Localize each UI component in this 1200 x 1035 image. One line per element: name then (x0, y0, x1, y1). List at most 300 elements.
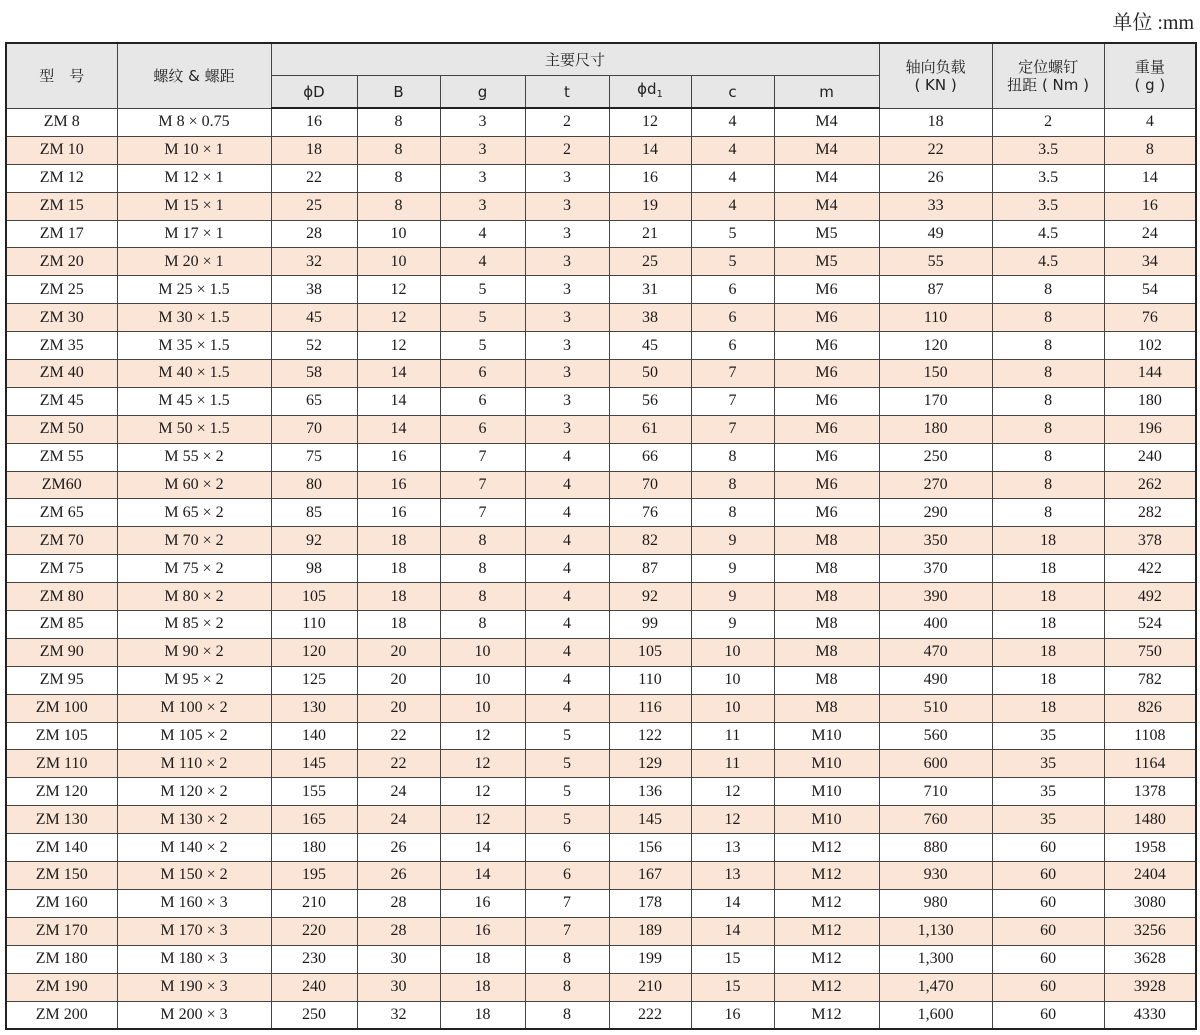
cell-weight: 422 (1104, 555, 1196, 583)
cell-g: 3 (440, 108, 525, 136)
cell-g: 6 (440, 387, 525, 415)
table-row (6, 722, 1196, 750)
cell-axial-load: 400 (879, 611, 992, 639)
cell-model: ZM 120 (6, 778, 117, 806)
cell-thread: M 10 × 1 (117, 136, 271, 164)
cell-B: 24 (357, 778, 440, 806)
cell-phid1: 82 (609, 527, 691, 555)
cell-m: M4 (774, 192, 879, 220)
cell-phid1: 16 (609, 164, 691, 192)
cell-model: ZM 170 (6, 917, 117, 945)
cell-model: ZM 75 (6, 555, 117, 583)
table-row (6, 750, 1196, 778)
cell-weight: 378 (1104, 527, 1196, 555)
cell-phiD: 230 (271, 945, 357, 973)
cell-phid1: 210 (609, 973, 691, 1001)
cell-g: 12 (440, 722, 525, 750)
cell-axial-load: 490 (879, 666, 992, 694)
cell-weight: 3628 (1104, 945, 1196, 973)
table-row (6, 555, 1196, 583)
cell-thread: M 60 × 2 (117, 471, 271, 499)
cell-thread: M 140 × 2 (117, 834, 271, 862)
header-model: 型 号 (6, 43, 117, 108)
cell-phid1: 14 (609, 136, 691, 164)
cell-thread: M 110 × 2 (117, 750, 271, 778)
cell-axial-load: 370 (879, 555, 992, 583)
cell-axial-load: 470 (879, 638, 992, 666)
cell-set-screw-torque: 60 (992, 834, 1104, 862)
cell-c: 4 (691, 164, 774, 192)
cell-B: 20 (357, 666, 440, 694)
cell-phiD: 98 (271, 555, 357, 583)
cell-t: 4 (525, 527, 609, 555)
cell-axial-load: 760 (879, 806, 992, 834)
cell-axial-load: 150 (879, 360, 992, 388)
cell-model: ZM 70 (6, 527, 117, 555)
cell-axial-load: 880 (879, 834, 992, 862)
cell-c: 14 (691, 889, 774, 917)
cell-set-screw-torque: 60 (992, 973, 1104, 1001)
table-body (6, 108, 1196, 1029)
cell-set-screw-torque: 18 (992, 611, 1104, 639)
cell-axial-load: 270 (879, 471, 992, 499)
cell-phiD: 65 (271, 387, 357, 415)
cell-set-screw-torque: 8 (992, 415, 1104, 443)
cell-m: M6 (774, 276, 879, 304)
header-B: B (357, 76, 440, 109)
cell-phiD: 155 (271, 778, 357, 806)
cell-g: 18 (440, 1001, 525, 1029)
cell-set-screw-torque: 60 (992, 1001, 1104, 1029)
table-row (6, 499, 1196, 527)
cell-phid1: 56 (609, 387, 691, 415)
cell-model: ZM 55 (6, 443, 117, 471)
header-phid1-main: ϕd (637, 79, 657, 98)
cell-m: M8 (774, 694, 879, 722)
cell-axial-load: 390 (879, 583, 992, 611)
cell-t: 7 (525, 917, 609, 945)
cell-weight: 102 (1104, 332, 1196, 360)
cell-weight: 1480 (1104, 806, 1196, 834)
cell-B: 16 (357, 499, 440, 527)
cell-phid1: 167 (609, 862, 691, 890)
table-row (6, 611, 1196, 639)
cell-g: 12 (440, 778, 525, 806)
cell-thread: M 65 × 2 (117, 499, 271, 527)
header-c: c (691, 76, 774, 109)
cell-phiD: 32 (271, 248, 357, 276)
cell-phiD: 125 (271, 666, 357, 694)
cell-g: 5 (440, 276, 525, 304)
cell-t: 5 (525, 806, 609, 834)
table-row (6, 694, 1196, 722)
table-row (6, 889, 1196, 917)
cell-t: 3 (525, 387, 609, 415)
cell-weight: 826 (1104, 694, 1196, 722)
cell-m: M8 (774, 527, 879, 555)
cell-t: 4 (525, 555, 609, 583)
cell-B: 26 (357, 862, 440, 890)
cell-g: 8 (440, 527, 525, 555)
cell-g: 7 (440, 443, 525, 471)
cell-m: M6 (774, 471, 879, 499)
cell-t: 8 (525, 945, 609, 973)
cell-phid1: 189 (609, 917, 691, 945)
cell-c: 5 (691, 248, 774, 276)
cell-model: ZM 90 (6, 638, 117, 666)
table-row (6, 248, 1196, 276)
cell-m: M8 (774, 555, 879, 583)
cell-phiD: 52 (271, 332, 357, 360)
cell-t: 3 (525, 304, 609, 332)
cell-g: 16 (440, 917, 525, 945)
cell-phiD: 25 (271, 192, 357, 220)
cell-c: 9 (691, 583, 774, 611)
header-axial-load-line1: 轴向负载 (905, 57, 966, 76)
cell-axial-load: 26 (879, 164, 992, 192)
header-weight-line1: 重量 (1134, 57, 1165, 76)
cell-phiD: 85 (271, 499, 357, 527)
cell-phid1: 99 (609, 611, 691, 639)
cell-phid1: 31 (609, 276, 691, 304)
cell-B: 22 (357, 750, 440, 778)
cell-m: M6 (774, 387, 879, 415)
cell-t: 4 (525, 638, 609, 666)
table-row (6, 583, 1196, 611)
cell-thread: M 170 × 3 (117, 917, 271, 945)
cell-m: M6 (774, 499, 879, 527)
header-phiD: ϕD (271, 76, 357, 109)
cell-m: M6 (774, 443, 879, 471)
cell-model: ZM 110 (6, 750, 117, 778)
header-thread: 螺纹 & 螺距 (117, 43, 271, 108)
cell-m: M6 (774, 332, 879, 360)
cell-weight: 16 (1104, 192, 1196, 220)
cell-m: M12 (774, 1001, 879, 1029)
cell-set-screw-torque: 4.5 (992, 248, 1104, 276)
cell-phiD: 38 (271, 276, 357, 304)
cell-model: ZM 30 (6, 304, 117, 332)
cell-c: 12 (691, 806, 774, 834)
header-g: g (440, 76, 525, 109)
cell-B: 26 (357, 834, 440, 862)
cell-axial-load: 22 (879, 136, 992, 164)
cell-phid1: 45 (609, 332, 691, 360)
cell-c: 9 (691, 527, 774, 555)
cell-weight: 196 (1104, 415, 1196, 443)
cell-phiD: 180 (271, 834, 357, 862)
cell-weight: 3256 (1104, 917, 1196, 945)
cell-m: M12 (774, 834, 879, 862)
cell-thread: M 40 × 1.5 (117, 360, 271, 388)
cell-t: 3 (525, 360, 609, 388)
cell-t: 4 (525, 443, 609, 471)
cell-c: 7 (691, 415, 774, 443)
cell-model: ZM 40 (6, 360, 117, 388)
cell-model: ZM 105 (6, 722, 117, 750)
cell-phid1: 92 (609, 583, 691, 611)
cell-m: M10 (774, 722, 879, 750)
cell-thread: M 25 × 1.5 (117, 276, 271, 304)
cell-phid1: 136 (609, 778, 691, 806)
cell-set-screw-torque: 60 (992, 945, 1104, 973)
table-row (6, 220, 1196, 248)
cell-B: 16 (357, 471, 440, 499)
cell-thread: M 120 × 2 (117, 778, 271, 806)
cell-set-screw-torque: 8 (992, 471, 1104, 499)
cell-set-screw-torque: 8 (992, 360, 1104, 388)
cell-m: M10 (774, 750, 879, 778)
cell-weight: 240 (1104, 443, 1196, 471)
cell-c: 13 (691, 862, 774, 890)
cell-g: 12 (440, 750, 525, 778)
cell-thread: M 100 × 2 (117, 694, 271, 722)
cell-m: M4 (774, 108, 879, 136)
table-header (6, 43, 1196, 108)
cell-phiD: 210 (271, 889, 357, 917)
cell-thread: M 15 × 1 (117, 192, 271, 220)
header-axial-load (879, 43, 992, 108)
header-t: t (525, 76, 609, 109)
cell-thread: M 55 × 2 (117, 443, 271, 471)
cell-axial-load: 49 (879, 220, 992, 248)
cell-phid1: 129 (609, 750, 691, 778)
cell-c: 13 (691, 834, 774, 862)
cell-B: 20 (357, 638, 440, 666)
table-row (6, 638, 1196, 666)
cell-t: 6 (525, 862, 609, 890)
cell-c: 9 (691, 611, 774, 639)
cell-phid1: 110 (609, 666, 691, 694)
cell-g: 12 (440, 806, 525, 834)
cell-weight: 2404 (1104, 862, 1196, 890)
cell-model: ZM 180 (6, 945, 117, 973)
cell-axial-load: 18 (879, 108, 992, 136)
cell-c: 14 (691, 917, 774, 945)
cell-c: 10 (691, 638, 774, 666)
cell-B: 30 (357, 973, 440, 1001)
cell-phid1: 122 (609, 722, 691, 750)
cell-model: ZM 25 (6, 276, 117, 304)
cell-t: 3 (525, 220, 609, 248)
cell-B: 8 (357, 164, 440, 192)
cell-c: 5 (691, 220, 774, 248)
table-row (6, 415, 1196, 443)
table-row (6, 862, 1196, 890)
cell-g: 10 (440, 694, 525, 722)
cell-thread: M 12 × 1 (117, 164, 271, 192)
cell-c: 15 (691, 945, 774, 973)
cell-g: 3 (440, 192, 525, 220)
cell-g: 18 (440, 945, 525, 973)
cell-model: ZM 20 (6, 248, 117, 276)
cell-weight: 34 (1104, 248, 1196, 276)
cell-phid1: 38 (609, 304, 691, 332)
cell-phid1: 61 (609, 415, 691, 443)
cell-B: 16 (357, 443, 440, 471)
cell-t: 4 (525, 694, 609, 722)
cell-phid1: 178 (609, 889, 691, 917)
header-axial-load-line2: ( KN ) (914, 75, 957, 94)
cell-g: 3 (440, 164, 525, 192)
spec-table (5, 42, 1197, 1030)
cell-t: 4 (525, 583, 609, 611)
cell-phiD: 70 (271, 415, 357, 443)
cell-m: M10 (774, 778, 879, 806)
cell-thread: M 45 × 1.5 (117, 387, 271, 415)
cell-set-screw-torque: 35 (992, 750, 1104, 778)
cell-model: ZM 140 (6, 834, 117, 862)
cell-phiD: 45 (271, 304, 357, 332)
cell-weight: 1958 (1104, 834, 1196, 862)
cell-axial-load: 350 (879, 527, 992, 555)
cell-weight: 1108 (1104, 722, 1196, 750)
cell-c: 6 (691, 304, 774, 332)
cell-c: 7 (691, 387, 774, 415)
cell-m: M12 (774, 917, 879, 945)
header-phid1-subscript: 1 (656, 88, 663, 100)
cell-model: ZM 150 (6, 862, 117, 890)
cell-thread: M 95 × 2 (117, 666, 271, 694)
cell-weight: 3928 (1104, 973, 1196, 1001)
cell-t: 4 (525, 499, 609, 527)
cell-axial-load: 250 (879, 443, 992, 471)
cell-set-screw-torque: 8 (992, 387, 1104, 415)
cell-t: 5 (525, 750, 609, 778)
cell-axial-load: 600 (879, 750, 992, 778)
cell-c: 12 (691, 778, 774, 806)
table-row (6, 778, 1196, 806)
cell-thread: M 105 × 2 (117, 722, 271, 750)
cell-thread: M 8 × 0.75 (117, 108, 271, 136)
cell-B: 10 (357, 248, 440, 276)
cell-phiD: 22 (271, 164, 357, 192)
cell-phid1: 116 (609, 694, 691, 722)
cell-model: ZM 8 (6, 108, 117, 136)
cell-model: ZM 200 (6, 1001, 117, 1029)
cell-g: 10 (440, 666, 525, 694)
cell-c: 10 (691, 694, 774, 722)
cell-B: 28 (357, 889, 440, 917)
cell-t: 2 (525, 136, 609, 164)
cell-axial-load: 980 (879, 889, 992, 917)
cell-phid1: 21 (609, 220, 691, 248)
cell-model: ZM 160 (6, 889, 117, 917)
cell-B: 18 (357, 555, 440, 583)
cell-g: 14 (440, 834, 525, 862)
cell-weight: 1164 (1104, 750, 1196, 778)
cell-m: M8 (774, 638, 879, 666)
cell-m: M8 (774, 611, 879, 639)
cell-axial-load: 87 (879, 276, 992, 304)
cell-weight: 282 (1104, 499, 1196, 527)
cell-B: 12 (357, 332, 440, 360)
cell-set-screw-torque: 18 (992, 583, 1104, 611)
cell-model: ZM 95 (6, 666, 117, 694)
cell-c: 4 (691, 136, 774, 164)
cell-phiD: 92 (271, 527, 357, 555)
cell-B: 18 (357, 611, 440, 639)
cell-model: ZM 35 (6, 332, 117, 360)
cell-phiD: 75 (271, 443, 357, 471)
cell-t: 4 (525, 611, 609, 639)
cell-thread: M 30 × 1.5 (117, 304, 271, 332)
cell-model: ZM 10 (6, 136, 117, 164)
cell-thread: M 85 × 2 (117, 611, 271, 639)
cell-axial-load: 560 (879, 722, 992, 750)
cell-B: 8 (357, 192, 440, 220)
cell-g: 8 (440, 611, 525, 639)
cell-set-screw-torque: 3.5 (992, 164, 1104, 192)
cell-weight: 262 (1104, 471, 1196, 499)
cell-t: 8 (525, 1001, 609, 1029)
cell-phiD: 58 (271, 360, 357, 388)
cell-g: 7 (440, 499, 525, 527)
cell-t: 7 (525, 889, 609, 917)
cell-weight: 8 (1104, 136, 1196, 164)
cell-g: 5 (440, 304, 525, 332)
cell-c: 9 (691, 555, 774, 583)
cell-m: M4 (774, 136, 879, 164)
cell-g: 8 (440, 555, 525, 583)
cell-set-screw-torque: 18 (992, 638, 1104, 666)
cell-axial-load: 930 (879, 862, 992, 890)
cell-axial-load: 290 (879, 499, 992, 527)
cell-c: 8 (691, 443, 774, 471)
cell-B: 12 (357, 304, 440, 332)
header-phid1 (609, 76, 691, 109)
cell-set-screw-torque: 8 (992, 304, 1104, 332)
cell-t: 2 (525, 108, 609, 136)
cell-m: M12 (774, 889, 879, 917)
cell-m: M12 (774, 973, 879, 1001)
cell-weight: 76 (1104, 304, 1196, 332)
table-row (6, 387, 1196, 415)
cell-thread: M 20 × 1 (117, 248, 271, 276)
cell-B: 12 (357, 276, 440, 304)
cell-c: 8 (691, 499, 774, 527)
table-row (6, 332, 1196, 360)
cell-phid1: 199 (609, 945, 691, 973)
cell-c: 11 (691, 750, 774, 778)
cell-m: M5 (774, 248, 879, 276)
cell-thread: M 160 × 3 (117, 889, 271, 917)
cell-thread: M 90 × 2 (117, 638, 271, 666)
table-row (6, 304, 1196, 332)
cell-weight: 54 (1104, 276, 1196, 304)
table-row (6, 1001, 1196, 1029)
cell-weight: 24 (1104, 220, 1196, 248)
cell-g: 3 (440, 136, 525, 164)
table-row (6, 945, 1196, 973)
cell-phid1: 222 (609, 1001, 691, 1029)
cell-B: 18 (357, 527, 440, 555)
cell-thread: M 50 × 1.5 (117, 415, 271, 443)
cell-B: 18 (357, 583, 440, 611)
cell-model: ZM 130 (6, 806, 117, 834)
cell-B: 8 (357, 136, 440, 164)
cell-m: M8 (774, 583, 879, 611)
cell-set-screw-torque: 4.5 (992, 220, 1104, 248)
cell-axial-load: 180 (879, 415, 992, 443)
cell-g: 14 (440, 862, 525, 890)
cell-phid1: 50 (609, 360, 691, 388)
cell-phiD: 80 (271, 471, 357, 499)
cell-set-screw-torque: 60 (992, 917, 1104, 945)
cell-B: 30 (357, 945, 440, 973)
cell-set-screw-torque: 18 (992, 555, 1104, 583)
table-row (6, 917, 1196, 945)
